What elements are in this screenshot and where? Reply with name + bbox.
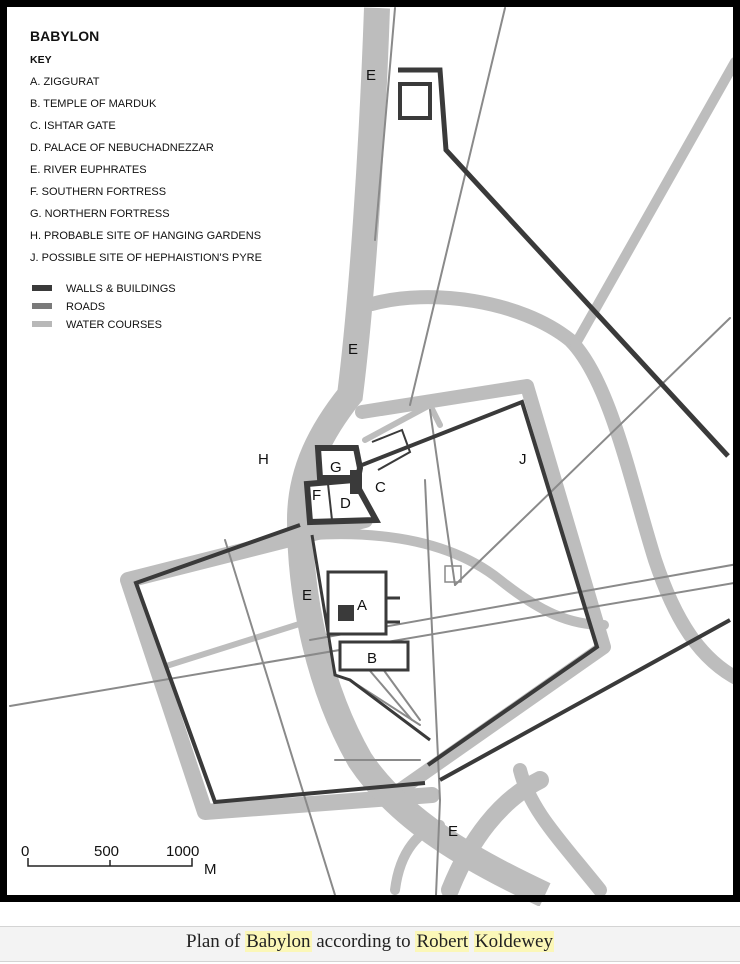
label-e-middle: E [302, 587, 313, 604]
label-e-south: E [448, 823, 459, 840]
scale-unit: M [204, 861, 217, 878]
caption-link-robert[interactable]: Robert [416, 931, 469, 952]
legend-label-walls: WALLS & BUILDINGS [66, 283, 176, 295]
key-item: C. ISHTAR GATE [30, 120, 116, 132]
legend-swatch-water [32, 321, 52, 327]
label-c: C [375, 479, 386, 496]
label-f: F [312, 487, 322, 504]
key-item: J. POSSIBLE SITE OF HEPHAISTION'S PYRE [30, 252, 262, 264]
scale-label-zero: 0 [21, 843, 30, 860]
caption-link-babylon[interactable]: Babylon [246, 931, 311, 952]
label-e-upper: E [348, 341, 359, 358]
legend-swatch-roads [32, 303, 52, 309]
key-item: G. NORTHERN FORTRESS [30, 208, 170, 220]
label-j: J [519, 451, 527, 468]
key-item: A. ZIGGURAT [30, 76, 100, 88]
scale-label-max: 1000 [166, 843, 200, 860]
key-item: F. SOUTHERN FORTRESS [30, 186, 167, 198]
label-a: A [357, 597, 368, 614]
label-d: D [340, 495, 351, 512]
key-item: B. TEMPLE OF MARDUK [30, 98, 157, 110]
label-b: B [367, 650, 378, 667]
caption-link-koldewey[interactable]: Koldewey [474, 931, 553, 952]
map-title: BABYLON [30, 28, 100, 44]
caption-middle: according to [311, 931, 416, 952]
scale-label-mid: 500 [94, 843, 120, 860]
label-e-north: E [366, 67, 377, 84]
legend-label-water: WATER COURSES [66, 319, 162, 331]
key-heading: KEY [30, 54, 52, 66]
label-g: G [330, 459, 342, 476]
label-h: H [258, 451, 269, 468]
key-item: D. PALACE OF NEBUCHADNEZZAR [30, 142, 214, 154]
caption-prefix: Plan of [186, 931, 246, 952]
figure-caption [0, 926, 740, 962]
legend-label-roads: ROADS [66, 301, 106, 313]
key-item: E. RIVER EUPHRATES [30, 164, 147, 176]
legend-swatch-walls [32, 285, 52, 291]
key-item: H. PROBABLE SITE OF HANGING GARDENS [30, 230, 262, 242]
